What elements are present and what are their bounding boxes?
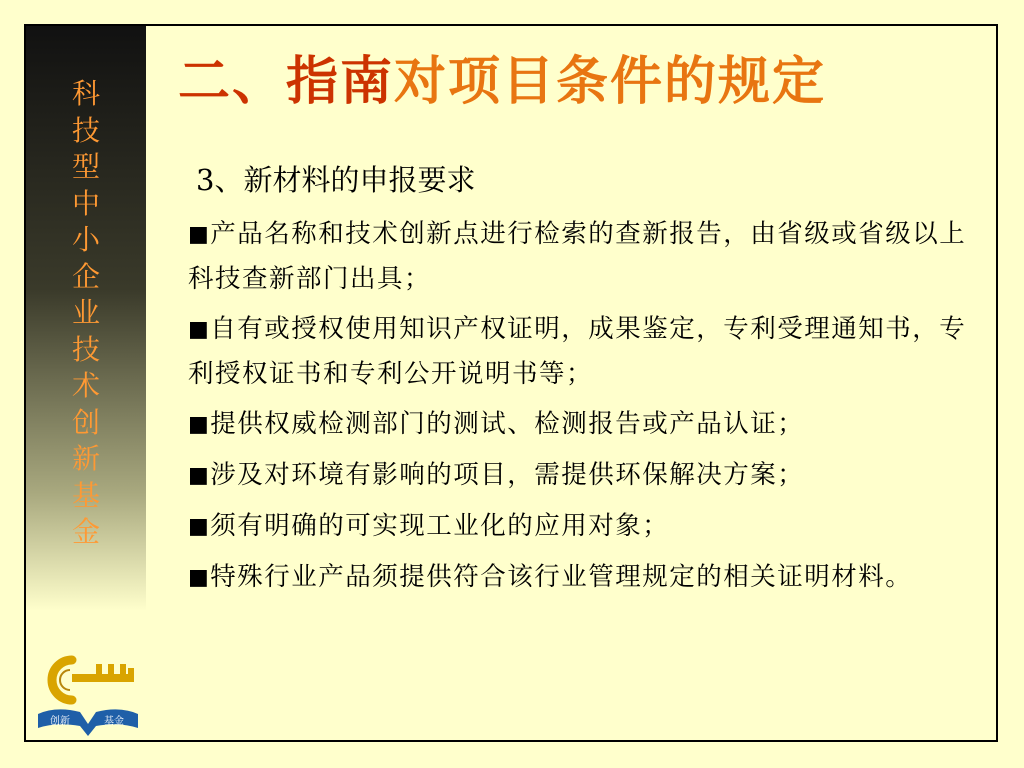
sidebar-char: 术 <box>71 369 100 402</box>
sidebar-char: 中 <box>71 186 100 220</box>
list-item-text: 特殊行业产品须提供符合该行业管理规定的相关证明材料。 <box>210 562 913 592</box>
page-title <box>178 50 826 114</box>
list-item-text: 自有或授权使用知识产权证明，成果鉴定，专利受理通知书，专利授权证书和专利公开说明书等； <box>188 314 967 389</box>
list-item <box>188 402 978 447</box>
sidebar-char: 创 <box>71 405 100 439</box>
list-item <box>188 212 978 301</box>
logo-right-text: 基金 <box>104 716 124 727</box>
innovation-fund-key-logo <box>36 648 140 738</box>
list-item <box>188 453 978 498</box>
title-main-part: 对项目条件的规定 <box>394 52 827 112</box>
sidebar-char: 型 <box>71 150 100 183</box>
bullet-icon: ■ <box>188 463 211 488</box>
list-item-text: 产品名称和技术创新点进行检索的查新报告，由省级或省级以上科技查新部门出具； <box>188 219 967 294</box>
list-item <box>188 504 978 549</box>
sidebar-char: 技 <box>71 113 100 147</box>
section-subtitle: 3、新材料的申报要求 <box>196 163 476 197</box>
sidebar-char: 技 <box>71 332 100 366</box>
sidebar-char: 新 <box>71 442 100 475</box>
sidebar-char: 小 <box>71 223 100 256</box>
title-accent-part: 二、指南 <box>178 52 395 112</box>
sidebar-char: 科 <box>71 77 100 110</box>
logo-left-text: 创新 <box>50 716 70 727</box>
list-item-text: 须有明确的可实现工业化的应用对象； <box>210 511 670 541</box>
bullet-icon: ■ <box>188 222 211 247</box>
sidebar-banner <box>26 26 146 611</box>
sidebar-char: 企 <box>71 259 100 293</box>
bullet-icon: ■ <box>188 514 211 539</box>
list-item <box>188 555 978 600</box>
sidebar-char: 金 <box>71 515 100 548</box>
bullet-icon: ■ <box>188 565 211 590</box>
sidebar-char: 业 <box>71 296 100 329</box>
sidebar-char: 基 <box>71 478 100 512</box>
requirements-list <box>188 212 978 606</box>
bullet-icon: ■ <box>188 317 211 342</box>
list-item <box>188 307 978 396</box>
list-item-text: 提供权威检测部门的测试、检测报告或产品认证； <box>210 409 805 439</box>
list-item-text: 涉及对环境有影响的项目，需提供环保解决方案； <box>210 460 805 490</box>
sidebar-vertical-text <box>26 76 146 551</box>
bullet-icon: ■ <box>188 412 211 437</box>
